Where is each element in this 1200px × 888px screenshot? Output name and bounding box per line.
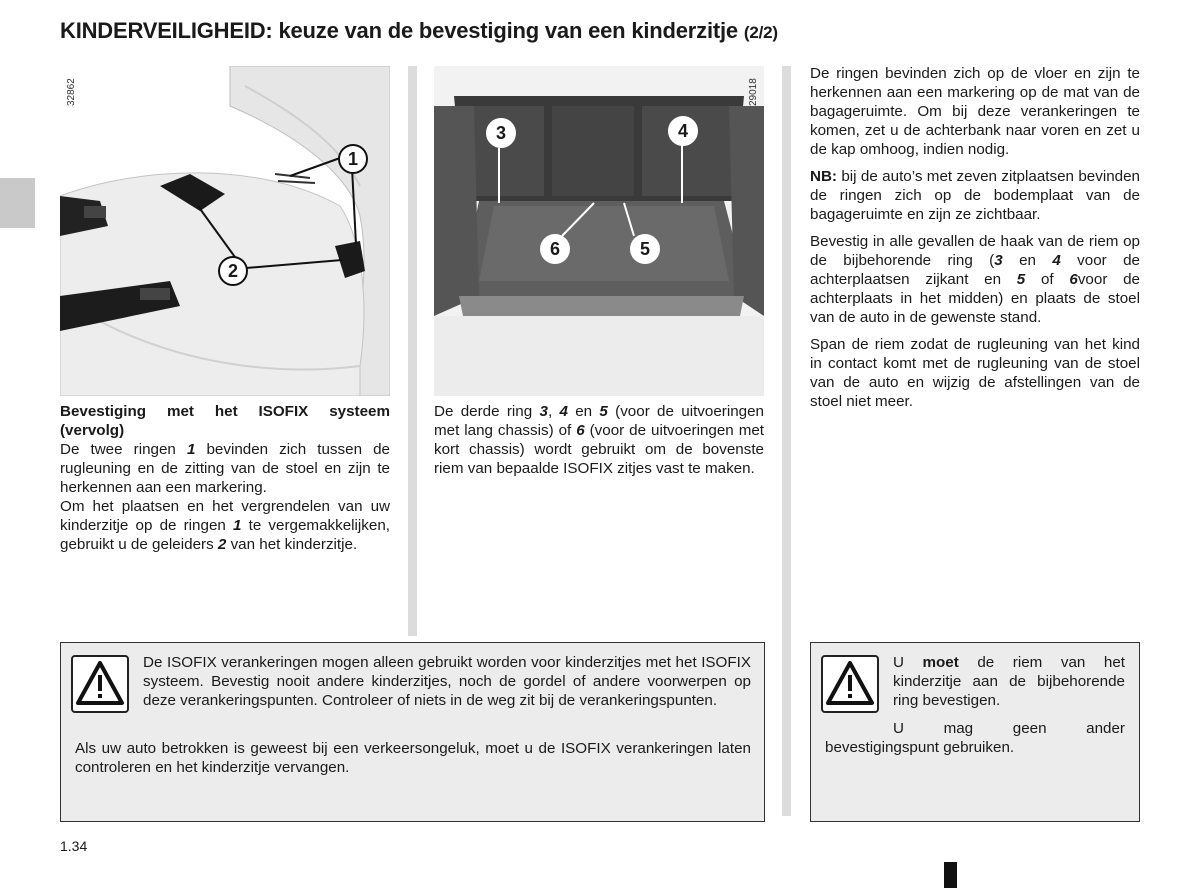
col1-paragraph-2 (60, 497, 390, 554)
warning-strap-text-1 (893, 653, 1125, 710)
callout-4 (668, 116, 698, 146)
col3-paragraph-3 (810, 232, 1140, 327)
callout-4-label: 4 (677, 121, 688, 141)
col3-p3-ref-3: 3 (994, 252, 1003, 269)
column-2-text (434, 402, 764, 478)
callout-6 (540, 234, 570, 264)
col3-paragraph-4: Span de riem zodat de rugleuning van het kind in contact komt met de rugleuning van de stoel van de auto en wijzig de afstellingen van de stoel niet meer. (810, 336, 1140, 410)
col2-ref-3: 3 (539, 403, 548, 420)
warning-box-isofix (60, 642, 765, 822)
col1-p2-text-e: van het kinderzitje. (226, 536, 358, 553)
col2-text-c: , (547, 403, 560, 420)
nb-label: NB: (810, 168, 837, 185)
section-tab (0, 178, 35, 228)
col3-paragraph-1: De ringen bevinden zich op de vloer en zijn te herkennen aan een markering op de mat van de bagageruimte. Om bij deze verankeringen te komen, zet u de achterbank naar voren en zet u de kap omhoog, indien nodig. (810, 65, 1140, 158)
col3-p3-text-e: voor de achterplaatsen zijkant en (810, 252, 1140, 288)
col2-ref-5: 5 (599, 403, 608, 420)
col2-text-e: en (567, 403, 600, 420)
page-title (60, 18, 778, 44)
title-main: KINDERVEILIGHEID: keuze van de bevestiging van een kinderzitje (60, 18, 738, 43)
boot-illustration (434, 66, 764, 396)
warning-strap-text-c: de riem van het kinderzitje aan de bijbehorende ring bevestigen. (893, 654, 1126, 709)
nb-text: bij de auto’s met zeven zitplaatsen bevinden de ringen zich op de bodemplaat van de bagageruimte en zijn ze zichtbaar. (810, 168, 1140, 223)
callout-1 (338, 144, 368, 174)
column-divider-1 (408, 66, 417, 636)
figure-isofix-seat (60, 66, 390, 396)
column-1-text (60, 402, 390, 554)
col1-p1-text-a: De twee ringen (60, 441, 187, 458)
warning-triangle-icon (71, 655, 129, 713)
callout-5-label: 5 (639, 239, 650, 259)
isofix-heading: Bevestiging met het ISOFIX systeem (vervolg) (60, 403, 390, 439)
col2-text-g: (voor de uitvoeringen met lang chassis) of (434, 403, 764, 439)
figure-ref-left: 32862 (66, 78, 77, 106)
col2-text-i: (voor de uitvoeringen met kort chassis) wordt gebruikt om de bovenste riem van bepaalde ISOFIX zitjes vast te maken. (434, 422, 765, 477)
warning-isofix-text-2: Als uw auto betrokken is geweest bij een verkeersongeluk, moet u de ISOFIX verankeringen laten controleren en het kinderzitje vervangen. (75, 740, 751, 776)
col1-p2-text-c: te vergemakkelijken, gebruikt u de geleiders (60, 517, 390, 553)
col1-p1-ref-1: 1 (186, 441, 196, 458)
col3-p3-text-g: of (1025, 271, 1070, 288)
col3-p3-text-a: Bevestig in alle gevallen de haak van de riem op de bijbehorende ring ( (810, 233, 1140, 269)
col1-p1-text-c: bevinden zich tussen de rugleuning en de zitting van de stoel en zijn te herkennen aan een markering. (60, 441, 390, 496)
callout-2-label: 2 (227, 261, 238, 281)
col3-p3-ref-5: 5 (1016, 271, 1026, 288)
warning-triangle-icon (821, 655, 879, 713)
warning-strap-text-a: U (893, 654, 923, 671)
col2-ref-4: 4 (559, 403, 568, 420)
isofix-seat-illustration (60, 66, 390, 396)
col1-p2-ref-2: 2 (217, 536, 227, 553)
column-3-text (810, 64, 1140, 419)
col3-nb-paragraph (810, 167, 1140, 224)
warning-strap-moet: moet (922, 654, 959, 671)
warning-box-strap (810, 642, 1140, 822)
col3-p3-ref-4: 4 (1052, 252, 1061, 269)
figure-boot-anchors (434, 66, 764, 396)
callout-6-label: 6 (549, 239, 560, 259)
col3-p3-ref-6: 6 (1069, 271, 1078, 288)
warning-isofix-text-1: De ISOFIX verankeringen mogen alleen gebruikt worden voor kinderzitjes met het ISOFIX systeem. Bevestig nooit andere kinderzitjes, noch de gordel of andere voorwerpen op deze verankeringspunten. Controleer of niets in de weg zit bij de verankeringspunten. (143, 654, 751, 709)
col2-paragraph (434, 402, 764, 478)
callout-3-label: 3 (495, 123, 506, 143)
column-divider-2 (782, 66, 791, 816)
col2-text-a: De derde ring (434, 403, 540, 420)
callout-5 (630, 234, 660, 264)
callout-2 (218, 256, 248, 286)
col3-p3-text-i: voor de achterplaats in het midden) en plaats de stoel van de auto in de gewenste stand. (810, 271, 1140, 326)
col1-paragraph-1 (60, 440, 390, 497)
edge-marker (944, 862, 957, 888)
col2-ref-6: 6 (576, 422, 585, 439)
callout-1-label: 1 (347, 149, 358, 169)
warning-strap-text-2: U mag geen ander bevestigingspunt gebruiken. (825, 720, 1125, 756)
callout-3 (486, 118, 516, 148)
col3-p3-text-c: en (1002, 252, 1053, 269)
figure-ref-middle: 29018 (748, 78, 759, 106)
col1-p2-ref-1: 1 (233, 517, 242, 534)
col1-p2-text-a: Om het plaatsen en het vergrendelen van uw kinderzitje op de ringen (60, 498, 390, 534)
page-number: 1.34 (60, 838, 88, 854)
title-suffix: (2/2) (743, 23, 778, 42)
